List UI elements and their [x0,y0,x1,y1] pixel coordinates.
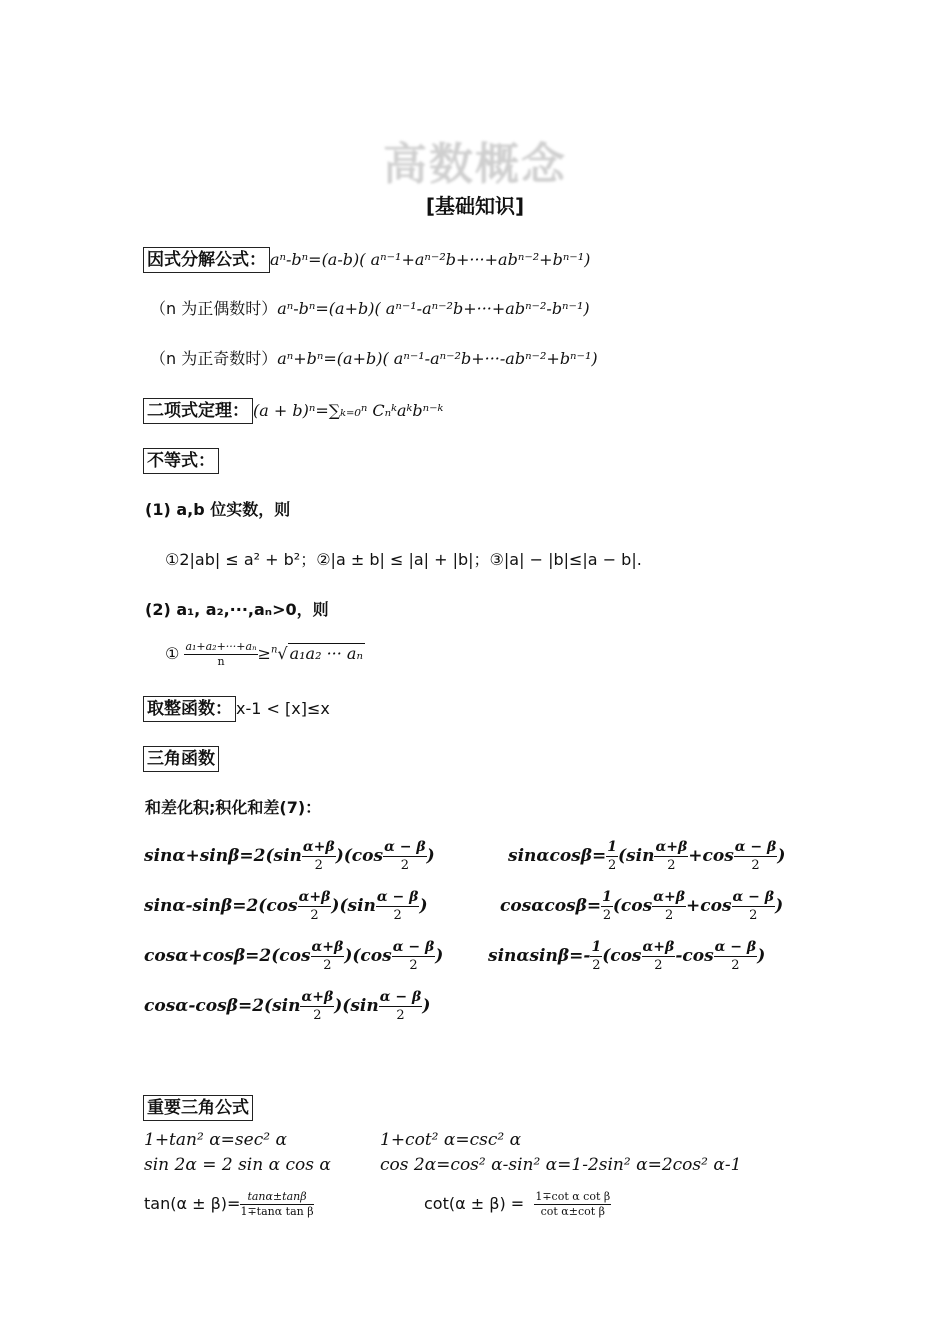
trig-right-2-cd: 2 [602,908,612,923]
important-label: 重要三角公式 [143,1095,253,1121]
trig-right-2-d2: 2 [749,908,758,923]
binomial-label: 二项式定理： [143,398,253,424]
trig-left-3-lhs: cosα+cosβ=2(cos [144,946,311,966]
floor-row [143,694,330,719]
trig-left-3-end: ) [435,946,444,966]
tan-sum-den: 1∓tanα tan β [240,1205,314,1218]
important-r2a: sin 2α = 2 sin α cos α [144,1155,331,1175]
gm-sign: ≥ [257,644,271,663]
cot-sum-den: cot α±cot β [540,1205,605,1218]
trig-right-3-end: ) [757,946,766,966]
trig-right-3-cn: 1 [591,939,602,955]
trig-left-1-d2: 2 [400,858,409,873]
inequality-p1: (1) a,b 位实数，则 [145,500,291,519]
trig-left-4-lhs: cosα-cosβ=2(sin [144,996,301,1016]
trig-right-1-cn: 1 [607,839,618,855]
trig-row [143,744,219,769]
trig-right-3-n2: α − β [714,939,757,955]
trig-right-3-op: -cos [675,946,714,966]
factor-row-2 [150,296,590,319]
trig-left-1-mid: )(cos [335,846,384,866]
trig-right-3-n1: α+β [642,939,675,955]
trig-left-4-mid: )(sin [334,996,379,1016]
tan-sum-lhs: tan(α ± β)= [144,1194,241,1213]
tan-sum-formula [144,1190,314,1219]
cot-sum-formula [424,1190,611,1219]
inequality-row [143,446,219,471]
root-index: n [270,644,278,656]
trig-right-1-lhs: sinαcosβ= [508,846,607,866]
important-row [143,1093,253,1118]
trig-right-2-n2: α − β [732,889,775,905]
trig-right-3-a: (cos [602,946,642,966]
trig-left-1-n1: α+β [302,839,335,855]
root-sign: √ [277,644,288,663]
trig-left-3 [144,938,443,975]
trig-left-1-d1: 2 [314,858,323,873]
am-fraction [184,640,257,669]
factor-formula-1: aⁿ-bⁿ=(a-b)( aⁿ⁻¹+aⁿ⁻²b+···+abⁿ⁻²+bⁿ⁻¹) [270,250,591,269]
trig-left-4-d1: 2 [313,1008,322,1023]
trig-left-1 [144,838,435,875]
trig-left-4-d2: 2 [396,1008,405,1023]
cot-sum-lhs: cot(α ± β) = [424,1194,525,1213]
factor-row-3 [150,346,598,369]
trig-right-1-a: (sin [618,846,655,866]
trig-left-2 [144,888,428,925]
inequality-p2-formula [165,640,365,669]
trig-right-2-op: +cos [686,896,732,916]
trig-right-1-end: ) [777,846,786,866]
trig-right-1-n1: α+β [655,839,688,855]
trig-right-1-n2: α − β [734,839,777,855]
trig-left-3-n1: α+β [311,939,344,955]
trig-left-2-d1: 2 [310,908,319,923]
inequality-p2: (2) a₁, a₂,···,aₙ>0，则 [145,600,329,619]
trig-right-1-d1: 2 [667,858,676,873]
factor-cond-2: （n 为正偶数时） [150,299,278,318]
trig-left-2-n2: α − β [376,889,419,905]
trig-right-2-cn: 1 [602,889,612,905]
trig-left-4-end: ) [422,996,431,1016]
important-r2b: cos 2α=cos² α-sin² α=1-2sin² α=2cos² α-1 [380,1155,742,1175]
trig-right-1-op: +cos [688,846,734,866]
page-subtitle: [基础知识] [425,194,525,218]
trig-right-2 [500,888,783,925]
trig-right-2-n1: α+β [653,889,686,905]
cot-sum-num: 1∓cot α cot β [535,1190,611,1203]
trig-left-3-n2: α − β [392,939,435,955]
trig-label: 三角函数 [143,746,219,772]
binomial-formula: (a + b)ⁿ=∑ₖ₌₀ⁿ Cₙᵏaᵏbⁿ⁻ᵏ [253,401,444,420]
trig-right-1-cd: 2 [608,858,617,873]
trig-left-3-mid: )(cos [344,946,392,966]
floor-label: 取整函数： [143,696,236,722]
trig-right-2-lhs: cosαcosβ= [500,896,602,916]
trig-left-2-mid: )(sin [331,896,376,916]
trig-right-3-cd: 2 [592,958,601,973]
trig-right-3-d2: 2 [731,958,740,973]
trig-left-4-n1: α+β [301,989,334,1005]
factor-row-1 [143,245,590,270]
tan-sum-num: tanα±tanβ [240,1190,313,1205]
trig-left-4 [144,988,430,1025]
trig-left-1-lhs: sinα+sinβ=2(sin [144,846,302,866]
trig-left-2-lhs: sinα-sinβ=2(cos [144,896,298,916]
trig-right-3-d1: 2 [654,958,663,973]
trig-left-1-n2: α − β [384,839,426,855]
factor-formula-2: aⁿ-bⁿ=(a+b)( aⁿ⁻¹-aⁿ⁻²b+···+abⁿ⁻²-bⁿ⁻¹) [277,299,590,318]
trig-left-1-end: ) [426,846,435,866]
trig-left-3-d2: 2 [409,958,418,973]
trig-right-1 [508,838,785,875]
trig-right-1-d2: 2 [751,858,760,873]
am-denominator: n [217,655,225,668]
gm-radicand: a₁a₂ ··· aₙ [289,644,363,663]
binomial-row [143,396,443,421]
floor-formula: x-1 < [x]≤x [236,699,330,718]
trig-left-2-end: ) [419,896,428,916]
factor-cond-3: （n 为正奇数时） [150,349,278,368]
sum-to-product-label: 和差化积;积化和差(7)： [145,798,322,817]
factor-formula-3: aⁿ+bⁿ=(a+b)( aⁿ⁻¹-aⁿ⁻²b+···-abⁿ⁻²+bⁿ⁻¹) [277,349,598,368]
trig-left-4-n2: α − β [379,989,422,1005]
am-gm-lead: ① [165,644,180,663]
inequality-p1-items: ①2|ab| ≤ a² + b²；②|a ± b| ≤ |a| + |b|；③|a| − |b|≤|a − b|. [165,550,642,569]
trig-left-3-d1: 2 [323,958,332,973]
trig-right-2-a: (cos [612,896,653,916]
trig-right-3 [488,938,765,975]
trig-right-2-end: ) [775,896,784,916]
trig-right-3-lhs: sinαsinβ=- [488,946,591,966]
important-r1a: 1+tan² α=sec² α [144,1130,287,1150]
page-title: 高数概念 [383,139,567,190]
trig-left-2-n1: α+β [298,889,331,905]
trig-right-2-d1: 2 [664,908,674,923]
inequality-label: 不等式： [143,448,219,474]
factor-label: 因式分解公式： [143,247,270,273]
trig-left-2-d2: 2 [393,908,402,923]
am-numerator: a₁+a₂+···+aₙ [185,640,257,653]
important-r1b: 1+cot² α=csc² α [380,1130,522,1150]
